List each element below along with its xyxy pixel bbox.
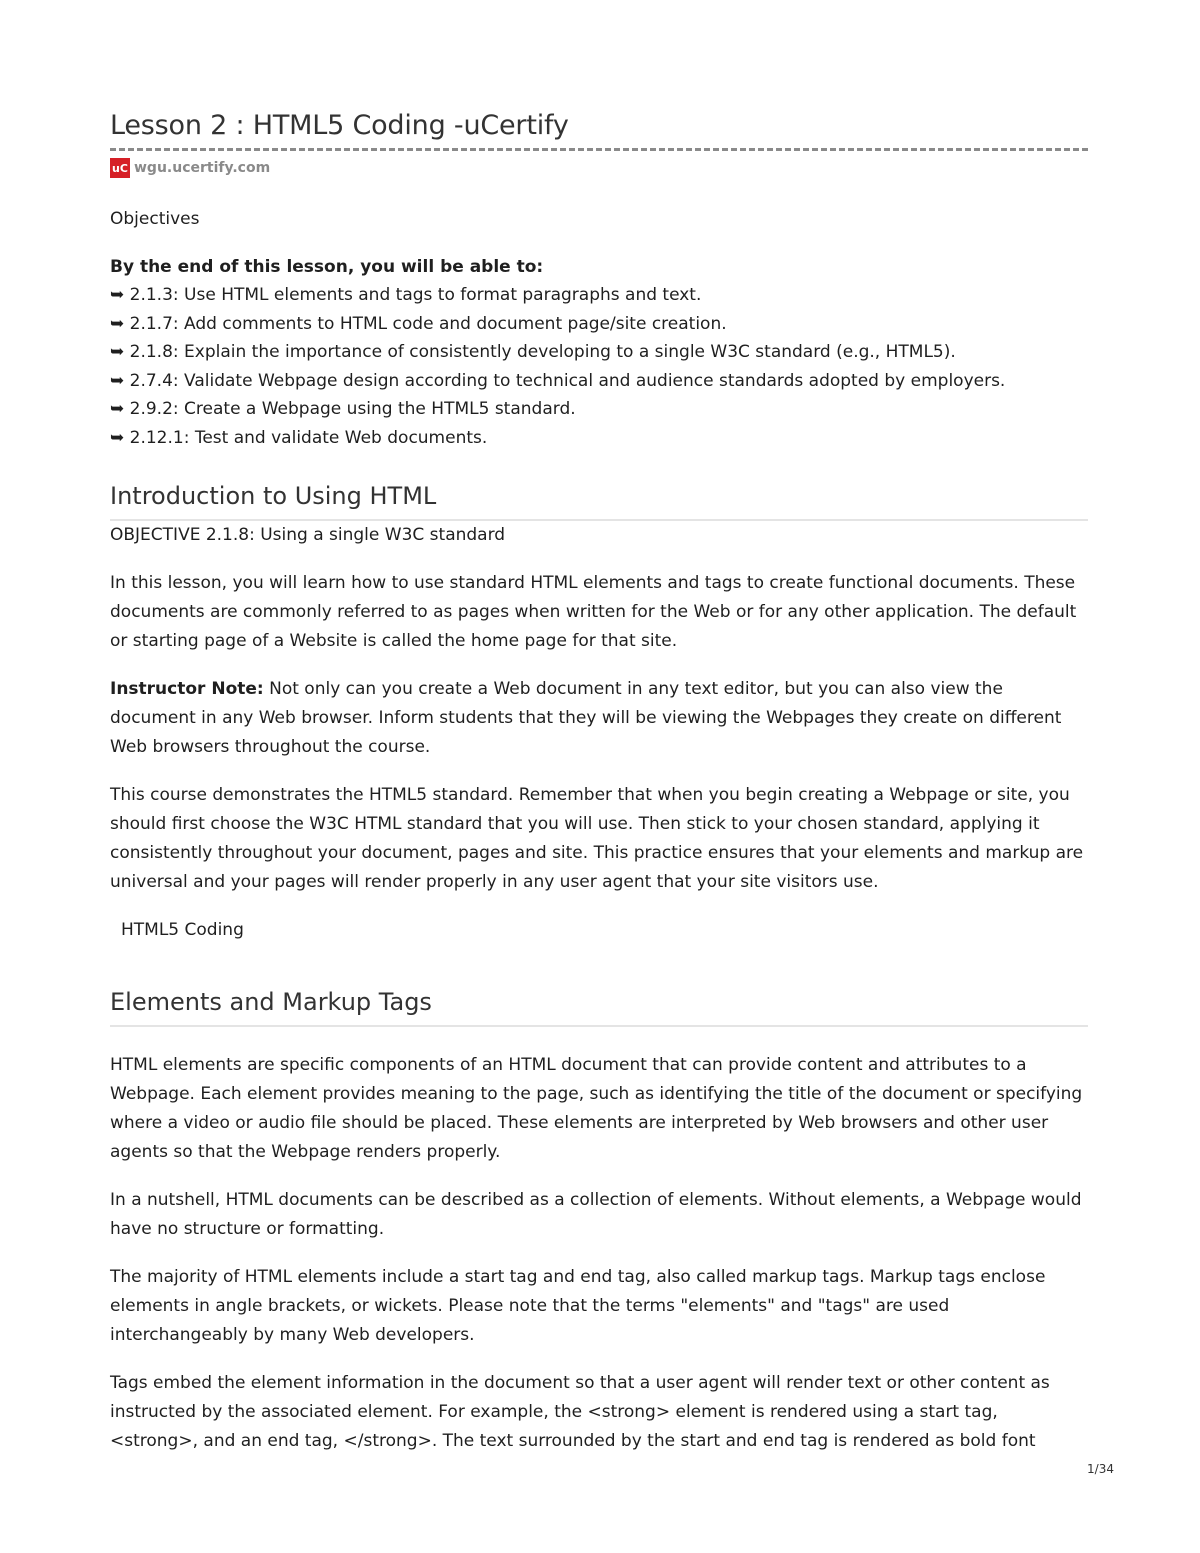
- objective-item: ➥ 2.1.3: Use HTML elements and tags to format paragraphs and text.: [110, 285, 702, 305]
- objectives-list: [110, 281, 1088, 453]
- instructor-note: [110, 675, 1088, 762]
- objective-item: ➥ 2.9.2: Create a Webpage using the HTML5 standard.: [110, 399, 576, 420]
- instructor-note-label: Instructor Note:: [110, 678, 264, 699]
- objectives-lead: By the end of this lesson, you will be able to:: [110, 257, 544, 277]
- objective-item: ➥ 2.1.7: Add comments to HTML code and document page/site creation.: [110, 313, 727, 334]
- page-title: Lesson 2 : HTML5 Coding -uCertify: [110, 110, 569, 141]
- objective-item: ➥ 2.1.8: Explain the importance of consistently developing to a single W3C standard (e.g., HTML5).: [110, 342, 956, 363]
- page-number: 1/34: [1087, 1462, 1114, 1476]
- media-label: HTML5 Coding: [121, 919, 244, 940]
- objectives-label: Objectives: [110, 209, 200, 229]
- paragraph: HTML elements are specific components of an HTML document that can provide content and attributes to a Webpage. Each element provides meaning to the page, such as identifying the title of the document or specifying where a video or audio file should be placed. These elements are interpreted by Web browsers and other user agents so that the Webpage renders properly.: [110, 1054, 1083, 1162]
- paragraph: This course demonstrates the HTML5 standard. Remember that when you begin creating a Webpage or site, you should first choose the W3C HTML standard that you will use. Then stick to your chosen standard, applying it consistently throughout your document, pages and site. This practice ensures that your elements and markup are universal and your pages will render properly in any user agent that your site visitors use.: [110, 784, 1084, 892]
- paragraph: The majority of HTML elements include a start tag and end tag, also called markup tags. Markup tags enclose elements in angle brackets, or wickets. Please note that the terms "elements" and "tags" are used interchangeably by many Web developers.: [110, 1266, 1046, 1345]
- section-heading-elements: Elements and Markup Tags: [110, 985, 1088, 1027]
- paragraph: Tags embed the element information in the document so that a user agent will render text or other content as instructed by the associated element. For example, the <strong> element is rendered using a start tag, <strong>, and an end tag, </strong>. The text surrounded by the start and end tag is rendered as bold font: [110, 1372, 1050, 1451]
- source-line: [110, 157, 1088, 179]
- title-divider: [110, 148, 1088, 151]
- paragraph: In a nutshell, HTML documents can be described as a collection of elements. Without elements, a Webpage would have no structure or formatting.: [110, 1189, 1082, 1239]
- ucertify-logo-icon: uC: [110, 158, 130, 178]
- objective-line: OBJECTIVE 2.1.8: Using a single W3C standard: [110, 524, 506, 545]
- objective-item: ➥ 2.12.1: Test and validate Web documents.: [110, 427, 488, 448]
- instructor-note-text: Not only can you create a Web document in any text editor, but you can also view the document in any Web browser. Inform students that they will be viewing the Webpages they create on different Web browsers throughout the course.: [110, 678, 1062, 757]
- section-heading-introduction: Introduction to Using HTML: [110, 479, 1088, 521]
- document-body: [110, 106, 1088, 1456]
- source-link[interactable]: wgu.ucertify.com: [134, 160, 271, 176]
- objective-item: ➥ 2.7.4: Validate Webpage design according to technical and audience standards adopted by employers.: [110, 370, 1006, 391]
- paragraph: In this lesson, you will learn how to use standard HTML elements and tags to create functional documents. These documents are commonly referred to as pages when written for the Web or for any other application. The default or starting page of a Website is called the home page for that site.: [110, 572, 1077, 651]
